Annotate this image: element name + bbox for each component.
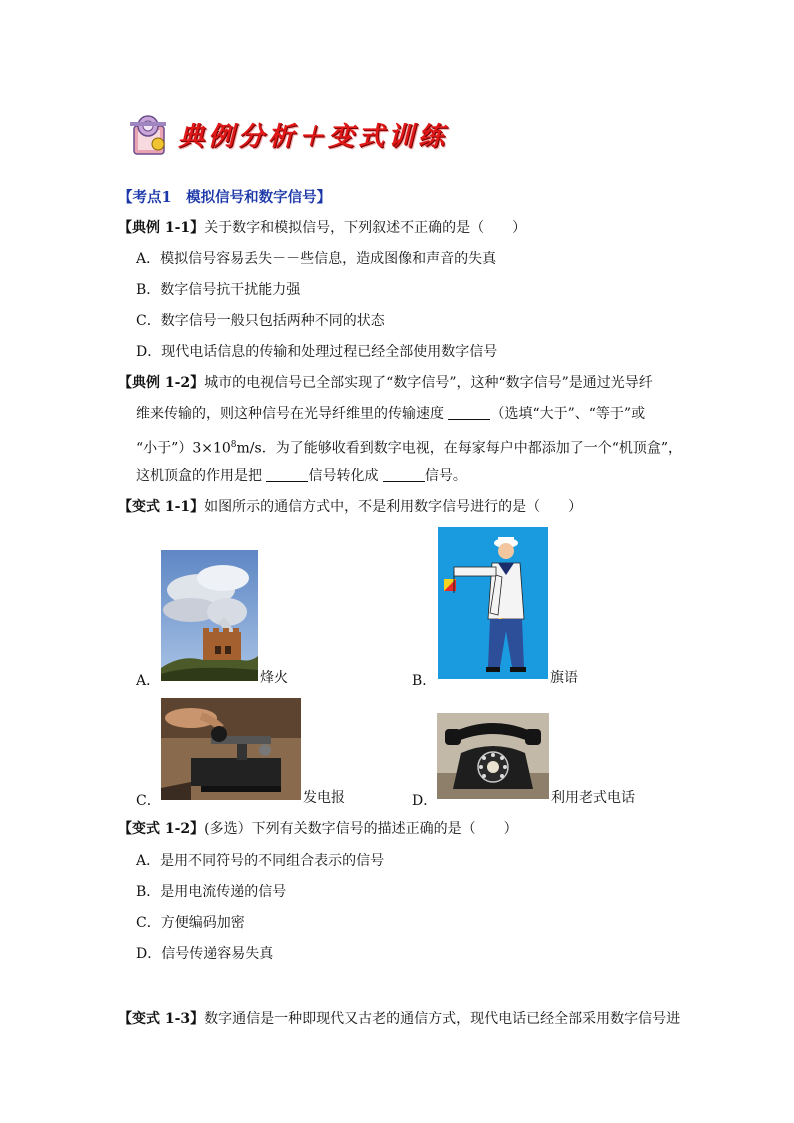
banner-title: 典例分析＋变式训练	[178, 122, 449, 152]
option-b: B．数字信号抗干扰能力强	[136, 282, 301, 298]
question-tag: 【变式 1-1】	[118, 499, 205, 515]
question-tag: 【变式 1-3】	[118, 1011, 205, 1027]
text-span: 这机顶盒的作用是把	[136, 468, 267, 484]
option-c: C．数字信号一般只包括两种不同的状态	[136, 313, 385, 329]
figure-b-letter: B．	[412, 673, 437, 689]
telegraph-image[interactable]	[161, 698, 301, 800]
section-banner	[128, 112, 468, 160]
figure-b-caption: 旗语	[550, 670, 578, 686]
option-a: A．模拟信号容易丢失－－些信息，造成图像和声音的失真	[136, 251, 497, 267]
option-c: C．方便编码加密	[136, 915, 245, 931]
variant-1-3	[118, 1009, 680, 1029]
question-1-2-line-3	[136, 435, 682, 459]
semaphore-image[interactable]	[438, 527, 548, 679]
figure-d-caption: 利用老式电话	[551, 790, 635, 806]
question-1-2-line-2	[136, 404, 645, 424]
figure-a-letter: A．	[136, 673, 161, 689]
option-b: B．是用电流传递的信号	[136, 884, 287, 900]
option-d: D．现代电话信息的传输和处理过程已经全部使用数字信号	[136, 344, 498, 360]
question-stem: 关于数字和模拟信号，下列叙述不正确的是（ ）	[204, 220, 527, 236]
figure-a-caption: 烽火	[260, 670, 288, 686]
text-span: （选填“大于”、“等于”或	[490, 406, 646, 422]
question-1-1	[118, 218, 526, 238]
text-span: 信号转化成	[308, 468, 383, 484]
question-stem: (多选）下列有关数字信号的描述正确的是（ ）	[204, 821, 518, 837]
figure-c-caption: 发电报	[303, 790, 345, 806]
figure-c-letter: C．	[136, 793, 161, 809]
text-span: 维来传输的，则这种信号在光导纤维里的传输速度	[136, 406, 449, 422]
question-1-2-line-4	[136, 466, 467, 486]
question-stem: 如图所示的通信方式中，不是利用数字信号进行的是（ ）	[204, 499, 583, 515]
text-span: “小于”）3×10	[136, 440, 231, 457]
answer-blank[interactable]	[448, 405, 490, 420]
text-span: 信号。	[424, 468, 467, 484]
option-d: D．信号传递容易失真	[136, 946, 274, 962]
question-1-2	[118, 373, 653, 393]
question-tag: 【典例 1-2】	[118, 375, 205, 391]
question-line: 城市的电视信号已全部实现了“数字信号”，这种“数字信号”是通过光导纤	[204, 375, 653, 391]
answer-blank[interactable]	[266, 467, 308, 482]
book-scroll-icon	[128, 112, 174, 158]
beacon-fire-image[interactable]	[161, 550, 258, 681]
variant-1-2	[118, 819, 518, 839]
question-tag: 【典例 1-1】	[118, 220, 205, 236]
variant-1-1	[118, 497, 582, 517]
figure-d-letter: D．	[412, 793, 438, 809]
exponent: 8	[230, 440, 237, 450]
answer-blank[interactable]	[383, 467, 425, 482]
option-a: A．是用不同符号的不同组合表示的信号	[136, 853, 385, 869]
text-span: m/s．为了能够收看到数字电视，在每家每户中都添加了一个“机顶盒”，	[236, 440, 683, 457]
section-heading: 【考点1 模拟信号和数字信号】	[118, 189, 332, 206]
question-stem: 数字通信是一种即现代又古老的通信方式，现代电话已经全部采用数字信号进	[204, 1011, 681, 1027]
rotary-phone-image[interactable]	[437, 713, 549, 799]
question-tag: 【变式 1-2】	[118, 821, 205, 837]
